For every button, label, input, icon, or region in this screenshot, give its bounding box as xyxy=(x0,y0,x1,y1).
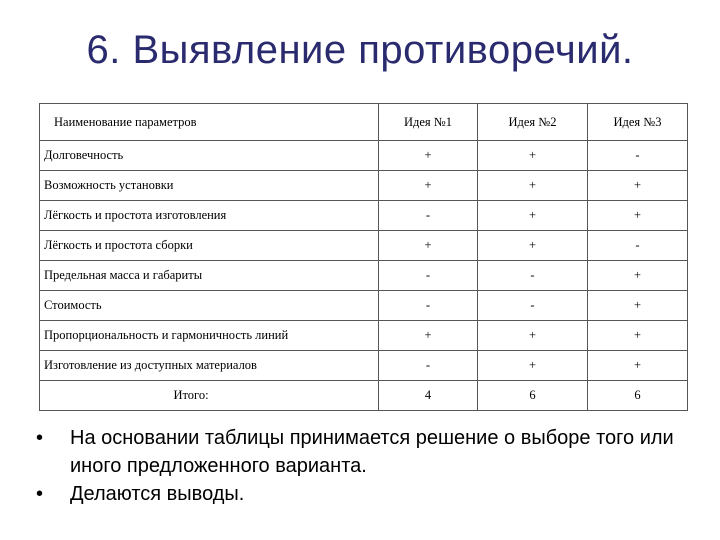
table-header-row xyxy=(40,104,688,141)
cell-idea-1: - xyxy=(379,261,478,291)
cell-idea-1: - xyxy=(379,291,478,321)
cell-idea-1: + xyxy=(379,321,478,351)
row-parameter-name: Изготовление из доступных материалов xyxy=(40,351,379,381)
cell-idea-2: + xyxy=(478,321,588,351)
total-idea-3: 6 xyxy=(588,381,688,411)
table-row xyxy=(40,291,688,321)
header-parameter-name: Наименование параметров xyxy=(40,104,379,141)
total-idea-2: 6 xyxy=(478,381,588,411)
table-row xyxy=(40,171,688,201)
header-idea-1: Идея №1 xyxy=(379,104,478,141)
cell-idea-3: - xyxy=(588,231,688,261)
cell-idea-2: + xyxy=(478,351,588,381)
cell-idea-1: - xyxy=(379,201,478,231)
cell-idea-3: + xyxy=(588,321,688,351)
cell-idea-3: + xyxy=(588,291,688,321)
header-idea-2: Идея №2 xyxy=(478,104,588,141)
table-row xyxy=(40,261,688,291)
cell-idea-3: + xyxy=(588,171,688,201)
bullet-item xyxy=(36,424,706,480)
cell-idea-2: + xyxy=(478,141,588,171)
cell-idea-2: + xyxy=(478,231,588,261)
header-idea-3: Идея №3 xyxy=(588,104,688,141)
parameters-table xyxy=(39,103,688,411)
table-row xyxy=(40,231,688,261)
bullet-marker: • xyxy=(36,427,44,449)
row-parameter-name: Лёгкость и простота изготовления xyxy=(40,201,379,231)
table-total-row xyxy=(40,381,688,411)
bullet-list xyxy=(36,424,706,508)
cell-idea-2: + xyxy=(478,171,588,201)
cell-idea-2: + xyxy=(478,201,588,231)
cell-idea-3: - xyxy=(588,141,688,171)
row-parameter-name: Стоимость xyxy=(40,291,379,321)
table-row xyxy=(40,321,688,351)
table-row xyxy=(40,201,688,231)
slide-title: 6. Выявление противоречий. xyxy=(86,28,634,72)
cell-idea-1: + xyxy=(379,231,478,261)
row-parameter-name: Предельная масса и габариты xyxy=(40,261,379,291)
cell-idea-3: + xyxy=(588,201,688,231)
bullet-text: На основании таблицы принимается решение о выборе того или иного предложенного варианта. xyxy=(70,427,674,477)
cell-idea-3: + xyxy=(588,261,688,291)
total-idea-1: 4 xyxy=(379,381,478,411)
bullet-item xyxy=(36,480,706,508)
total-label: Итого: xyxy=(40,381,379,411)
cell-idea-1: - xyxy=(379,351,478,381)
row-parameter-name: Долговечность xyxy=(40,141,379,171)
bullet-text: Делаются выводы. xyxy=(70,483,245,505)
cell-idea-2: - xyxy=(478,261,588,291)
row-parameter-name: Пропорциональность и гармоничность линий xyxy=(40,321,379,351)
row-parameter-name: Лёгкость и простота сборки xyxy=(40,231,379,261)
cell-idea-1: + xyxy=(379,171,478,201)
table-row xyxy=(40,351,688,381)
table-row xyxy=(40,141,688,171)
row-parameter-name: Возможность установки xyxy=(40,171,379,201)
cell-idea-1: + xyxy=(379,141,478,171)
cell-idea-3: + xyxy=(588,351,688,381)
cell-idea-2: - xyxy=(478,291,588,321)
bullet-marker: • xyxy=(36,483,44,505)
